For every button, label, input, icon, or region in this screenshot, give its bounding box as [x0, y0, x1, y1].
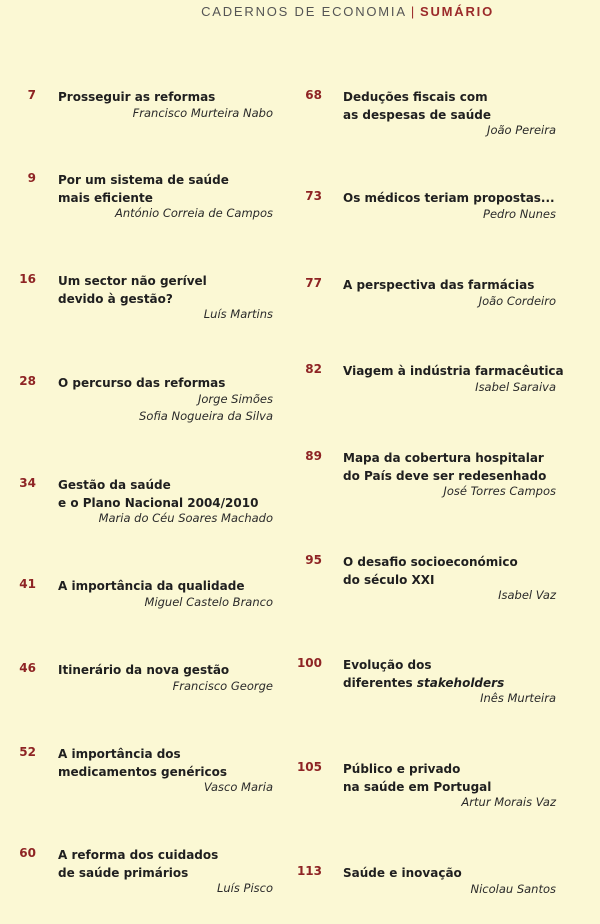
author-name: Isabel Saraiva	[475, 380, 556, 394]
page-number: 82	[305, 362, 322, 376]
article-author	[498, 587, 556, 604]
toc-entry	[0, 88, 273, 148]
article-title-line: diferentes stakeholders	[343, 676, 505, 690]
article-title-line: A importância da qualidade	[58, 579, 245, 593]
article-title	[343, 449, 546, 485]
page-number: 89	[305, 449, 322, 463]
article-title	[343, 864, 462, 882]
article-title	[343, 88, 491, 124]
page-number: 16	[19, 272, 36, 286]
toc-entry	[300, 189, 556, 249]
article-author	[470, 881, 556, 898]
article-title-line: Itinerário da nova gestão	[58, 663, 230, 677]
page-number: 113	[296, 864, 322, 878]
article-title	[343, 760, 491, 796]
author-name: Isabel Vaz	[498, 588, 556, 602]
article-title-line: mais eficiente	[58, 191, 153, 205]
author-name: Artur Morais Vaz	[461, 795, 556, 809]
page-number: 73	[305, 189, 322, 203]
article-title	[58, 272, 207, 308]
page-number: 52	[19, 745, 36, 759]
toc-entry	[0, 577, 273, 637]
article-author	[173, 678, 273, 695]
page-number: 28	[19, 374, 36, 388]
author-name: Luís Martins	[203, 307, 273, 321]
author-name: Jorge Simões	[198, 392, 273, 406]
page-number: 41	[19, 577, 36, 591]
article-title-line: as despesas de saúde	[343, 108, 491, 122]
toc-entry	[0, 846, 273, 906]
toc-entry	[296, 760, 556, 820]
article-author	[479, 293, 556, 310]
article-author	[443, 483, 556, 500]
article-author	[139, 391, 273, 425]
article-title-line: Um sector não gerível	[58, 274, 207, 288]
page-number: 105	[296, 760, 322, 774]
page-number: 95	[305, 553, 322, 567]
author-name: Miguel Castelo Branco	[144, 595, 273, 609]
page-number: 68	[305, 88, 322, 102]
page-number: 9	[27, 171, 36, 185]
toc-entry	[296, 656, 556, 716]
page-number: 46	[19, 661, 36, 675]
toc-entry	[300, 449, 556, 509]
article-title	[58, 88, 215, 106]
article-author	[133, 105, 273, 122]
article-title-line: Gestão da saúde	[58, 478, 171, 492]
page-number: 100	[296, 656, 322, 670]
article-author	[217, 880, 273, 897]
article-title-line: Deduções fiscais com	[343, 90, 488, 104]
toc-entry	[300, 276, 556, 336]
article-title	[58, 661, 229, 679]
article-title-line: Mapa da cobertura hospitalar	[343, 451, 544, 465]
article-title	[343, 553, 518, 589]
toc-entry	[300, 553, 556, 613]
author-name: Luís Pisco	[216, 881, 273, 895]
page-number: 60	[19, 846, 36, 860]
article-title	[58, 745, 227, 781]
publication-name: CADERNOS DE ECONOMIA	[201, 4, 407, 19]
author-name: Sofia Nogueira da Silva	[139, 409, 273, 423]
article-title	[58, 476, 258, 512]
article-title-line: Por um sistema de saúde	[58, 173, 229, 187]
article-author	[475, 379, 556, 396]
article-title-line: A reforma dos cuidados	[58, 848, 219, 862]
article-title-line: A importância dos	[58, 747, 181, 761]
toc-entry	[0, 661, 273, 721]
article-title-line: Os médicos teriam propostas...	[343, 191, 555, 205]
author-name: Francisco Murteira Nabo	[132, 106, 273, 120]
article-title	[58, 171, 229, 207]
article-title-line: do País deve ser redesenhado	[343, 469, 547, 483]
article-title	[343, 276, 534, 294]
author-name: Inês Murteira	[480, 691, 556, 705]
article-title-line: O desafio socioeconómico	[343, 555, 518, 569]
article-title	[343, 656, 504, 692]
author-name: Pedro Nunes	[483, 207, 556, 221]
page-number: 34	[19, 476, 36, 490]
author-name: Maria do Céu Soares Machado	[98, 511, 273, 525]
article-title-line: do século XXI	[343, 573, 435, 587]
toc-entry	[0, 374, 273, 434]
article-author	[487, 122, 556, 139]
author-name: José Torres Campos	[443, 484, 556, 498]
page-number: 77	[305, 276, 322, 290]
article-author	[204, 779, 273, 796]
toc-entry	[300, 362, 564, 422]
article-author	[115, 205, 273, 222]
page-number: 7	[27, 88, 36, 102]
article-author	[204, 306, 273, 323]
article-title-line: e o Plano Nacional 2004/2010	[58, 496, 259, 510]
article-title	[343, 362, 564, 380]
toc-entry	[300, 88, 556, 148]
author-name: António Correia de Campos	[114, 206, 273, 220]
author-name: Vasco Maria	[203, 780, 273, 794]
header-separator: |	[410, 4, 416, 19]
article-title	[343, 189, 555, 207]
article-title-line: Viagem à indústria farmacêutica	[343, 364, 564, 378]
section-title: SUMÁRIO	[420, 4, 494, 19]
author-name: Nicolau Santos	[470, 882, 556, 896]
author-name: João Cordeiro	[478, 294, 556, 308]
toc-entry	[0, 171, 273, 231]
article-title-line: Prosseguir as reformas	[58, 90, 216, 104]
article-title-line: Saúde e inovação	[343, 866, 462, 880]
article-title	[58, 577, 244, 595]
page-header	[0, 4, 600, 19]
toc-entry	[0, 745, 273, 805]
article-author	[483, 206, 556, 223]
toc-entry	[0, 476, 273, 536]
toc-entry	[296, 864, 556, 924]
author-name: Francisco George	[172, 679, 273, 693]
article-title	[58, 374, 225, 392]
toc-entry	[0, 272, 273, 332]
article-title-line: na saúde em Portugal	[343, 780, 492, 794]
article-title-line: A perspectiva das farmácias	[343, 278, 535, 292]
article-title	[58, 846, 218, 882]
article-author	[461, 794, 556, 811]
article-title-line: Público e privado	[343, 762, 461, 776]
article-author	[145, 594, 273, 611]
article-author	[99, 510, 273, 527]
article-title-line: O percurso das reformas	[58, 376, 226, 390]
author-name: João Pereira	[487, 123, 556, 137]
article-title-line: Evolução dos	[343, 658, 432, 672]
article-title-line: devido à gestão?	[58, 292, 173, 306]
article-title-line: de saúde primários	[58, 866, 189, 880]
article-author	[480, 690, 556, 707]
article-title-line: medicamentos genéricos	[58, 765, 227, 779]
